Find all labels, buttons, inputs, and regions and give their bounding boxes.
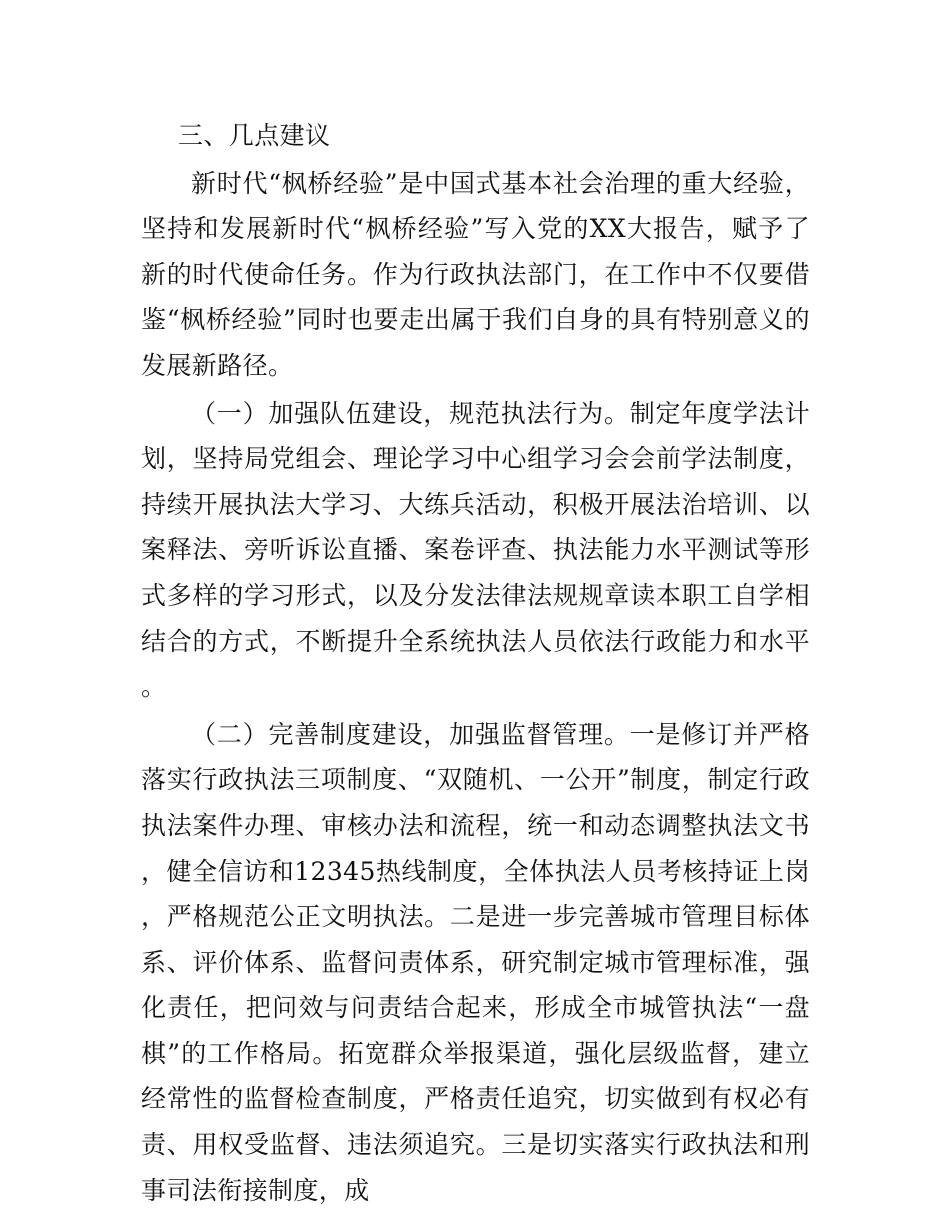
paragraph-intro: 新时代“枫桥经验”是中国式基本社会治理的重大经验，坚持和发展新时代“枫桥经验”写入党的XX大报告，赋予了新的时代使命任务。作为行政执法部门，在工作中不仅要借鉴“枫桥经验”同时也要走出属于我们自身的具有特别意义的发展新路径。 xyxy=(141,168,810,380)
section-heading: 三、几点建议 xyxy=(178,121,331,150)
paragraph-system-building: （二）完善制度建设，加强监督管理。一是修订并严格落实行政执法三项制度、“双随机、一公开”制度，制定行政执法案件办理、审核办法和流程，统一和动态调整执法文书，健全信访和12345热线制度，全体执法人员考核持证上岗，严格规范公正文明执法。二是进一步完善城市管理目标体系、评价体系、监督问责体系，研究制定城市管理标准，强化责任，把问效与问责结合起来，形成全市城管执法“一盘棋”的工作格局。拓宽群众举报渠道，强化层级监督，建立经常性的监督检查制度，严格责任追究，切实做到有权必有责、用权受监督、违法须追究。三是切实落实行政执法和刑事司法衔接制度，成 xyxy=(141,719,810,1205)
document-body xyxy=(141,113,810,1213)
paragraph-team-building: （一）加强队伍建设，规范执法行为。制定年度学法计划，坚持局党组会、理论学习中心组学习会会前学法制度，持续开展执法大学习、大练兵活动，积极开展法治培训、以案释法、旁听诉讼直播、案卷评查、执法能力水平测试等形式多样的学习形式，以及分发法律法规规章读本职工自学相结合的方式，不断提升全系统执法人员依法行政能力和水平。 xyxy=(141,398,810,702)
